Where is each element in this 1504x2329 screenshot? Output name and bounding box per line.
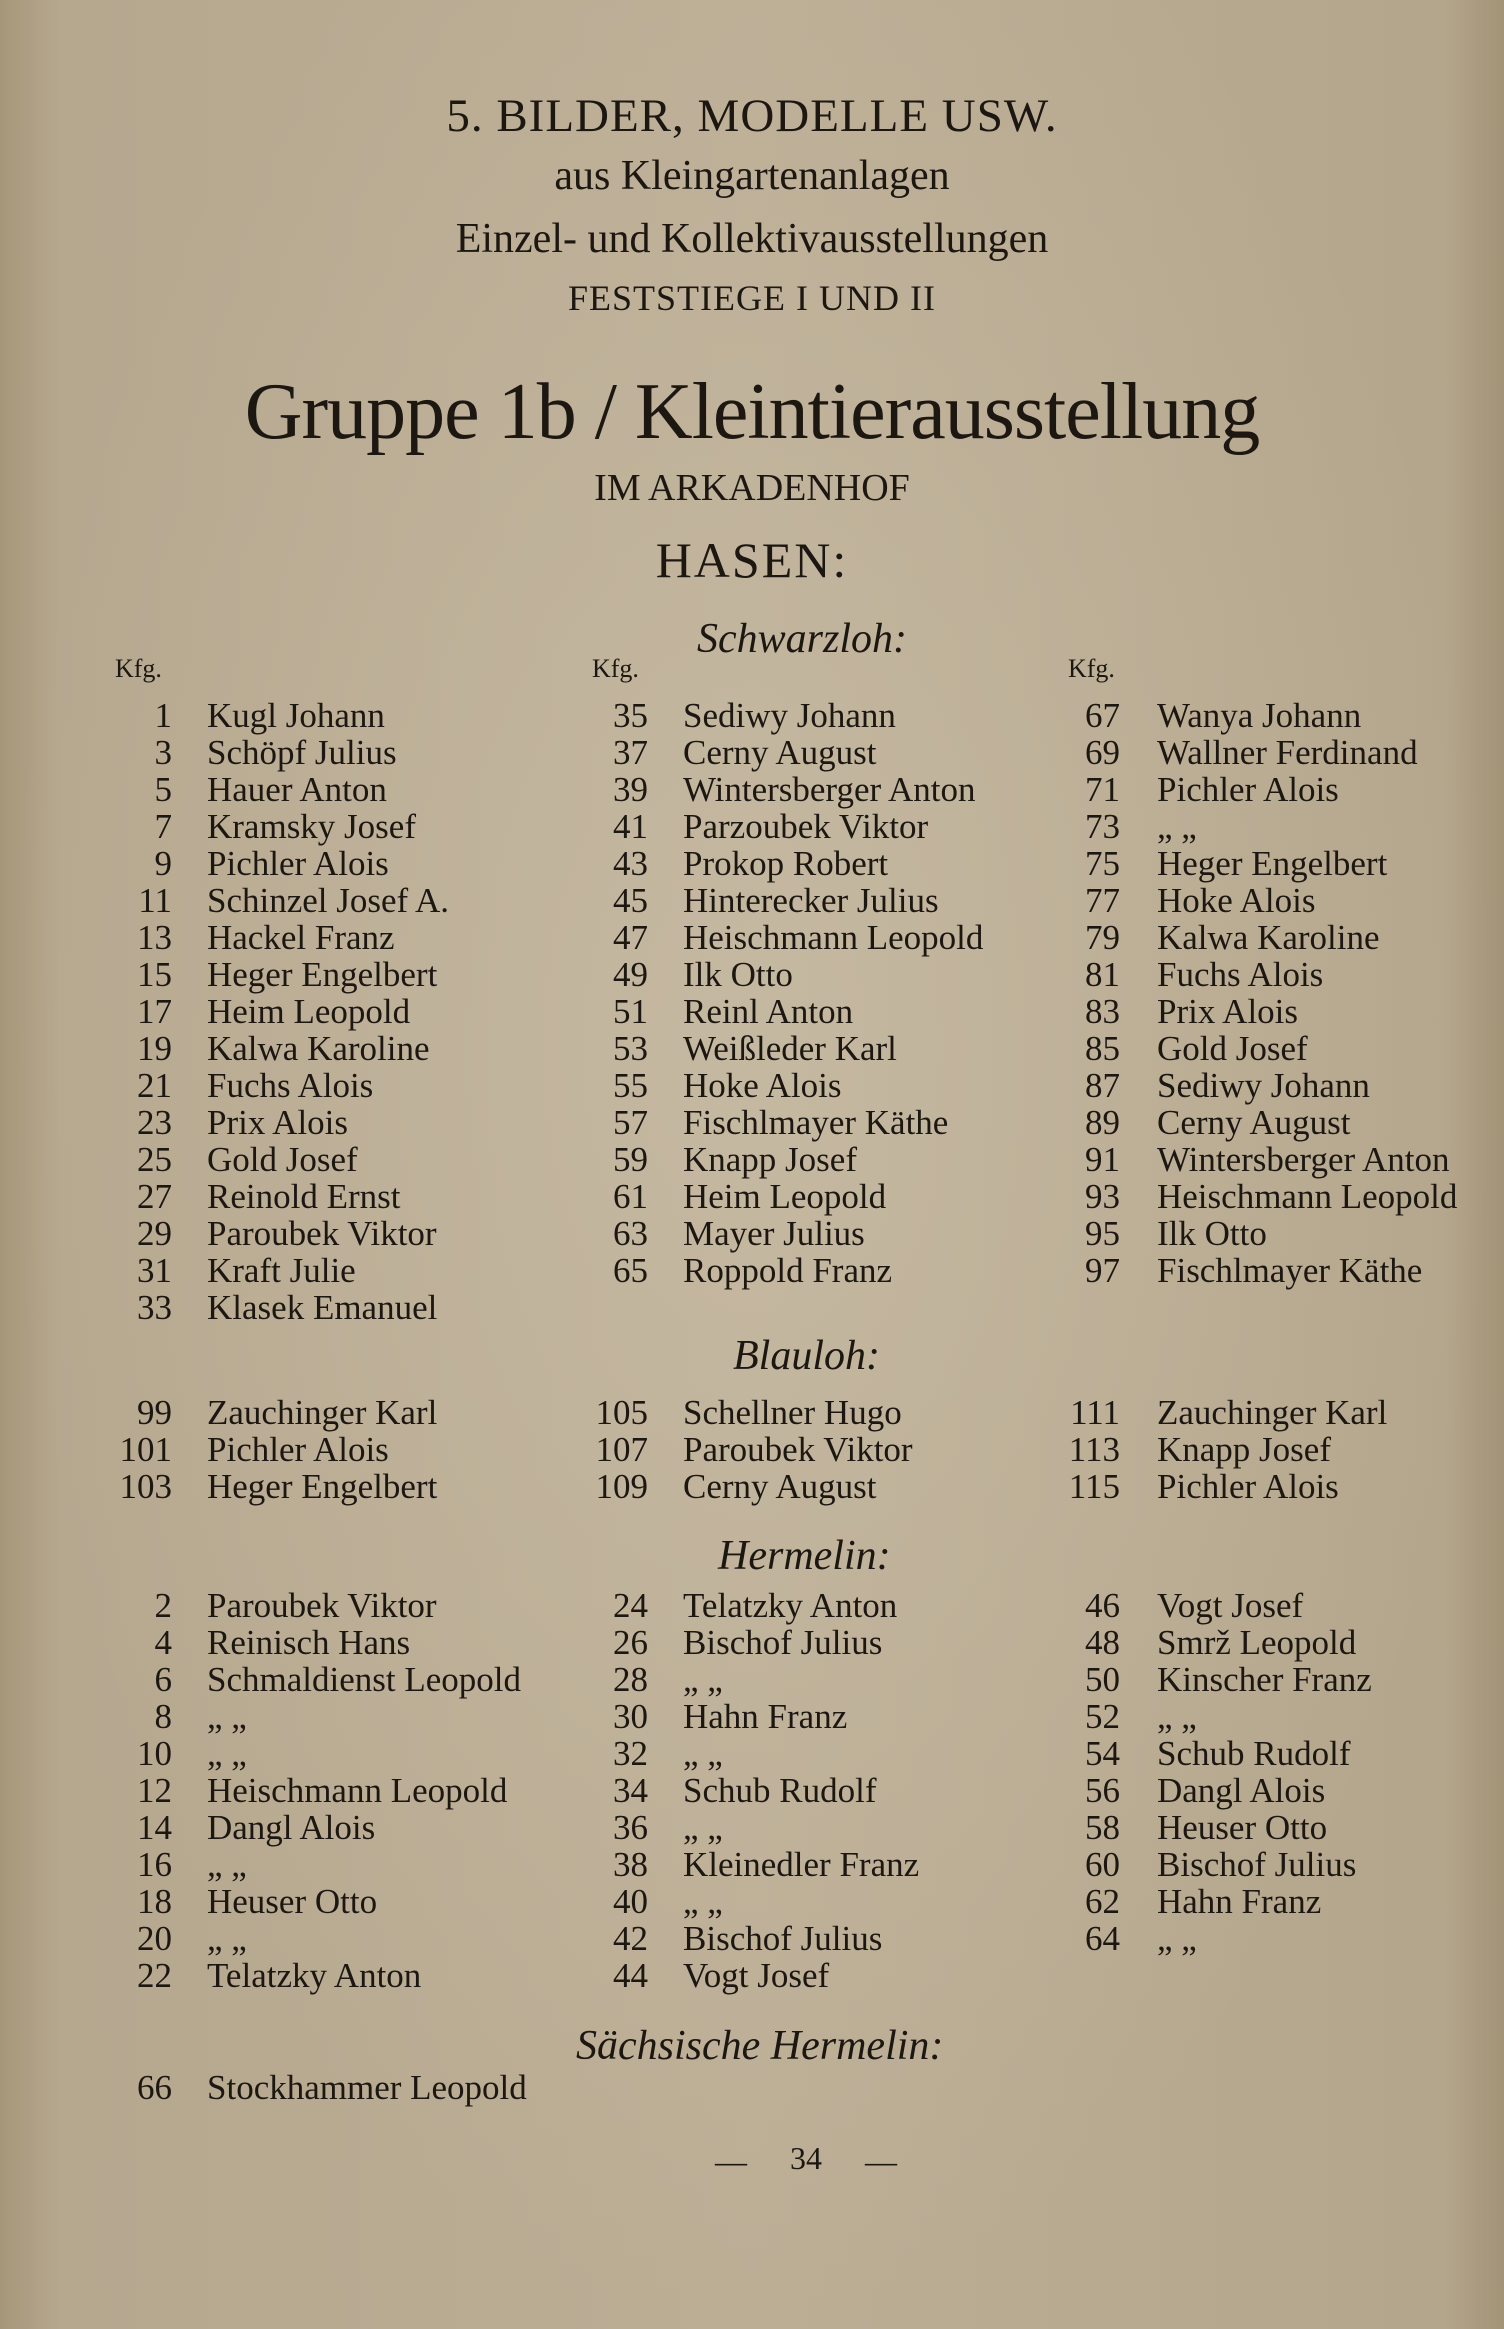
exhibitor-name: Hinterecker Julius (683, 881, 939, 920)
exhibitor-name: „ „ (207, 1697, 247, 1736)
exhibitor-name: Bischof Julius (1157, 1845, 1357, 1884)
exhibitor-name: „ „ (683, 1660, 723, 1699)
entry-number: 66 (137, 2068, 172, 2107)
exhibitor-name: Hauer Anton (207, 770, 387, 809)
exhibitor-name: Weißleder Karl (683, 1029, 897, 1068)
exhibitor-name: Hoke Alois (1157, 881, 1316, 920)
entry-number: 111 (1070, 1393, 1120, 1432)
exhibitor-name: Schmaldienst Leopold (207, 1660, 521, 1699)
entry-number: 30 (613, 1697, 648, 1736)
exhibitor-name: Prokop Robert (683, 844, 889, 883)
entry-number: 8 (154, 1697, 172, 1736)
entry-number: 85 (1085, 1029, 1120, 1068)
entry-number: 83 (1085, 992, 1120, 1031)
exhibitor-name: Dangl Alois (207, 1808, 376, 1847)
entry-number: 25 (137, 1140, 172, 1179)
exhibitor-name: Kramsky Josef (207, 807, 416, 846)
entry-number: 32 (613, 1734, 648, 1773)
exhibitor-name: Kalwa Karoline (1157, 918, 1380, 957)
entry-number: 27 (137, 1177, 172, 1216)
exhibitor-name: Paroubek Viktor (207, 1586, 437, 1625)
entry-number: 63 (613, 1214, 648, 1253)
exhibitor-name: Heger Engelbert (1157, 844, 1388, 883)
entry-number: 31 (137, 1251, 172, 1290)
kfg-label: Kfg. (592, 654, 639, 683)
entry-number: 12 (137, 1771, 172, 1810)
entry-number: 33 (137, 1288, 172, 1327)
exhibitor-name: Hahn Franz (683, 1697, 848, 1736)
entry-number: 39 (613, 770, 648, 809)
entry-number: 69 (1085, 733, 1120, 772)
exhibitor-name: Schinzel Josef A. (207, 881, 450, 920)
exhibitor-name: „ „ (683, 1808, 723, 1847)
subheading-kleingarten: aus Kleingartenanlagen (554, 153, 950, 199)
exhibitor-name: Kleinedler Franz (683, 1845, 920, 1884)
exhibitor-name: Hackel Franz (207, 918, 395, 957)
exhibitor-name: Zauchinger Karl (1157, 1393, 1388, 1432)
exhibitor-name: Hoke Alois (683, 1066, 842, 1105)
entry-number: 105 (595, 1393, 648, 1432)
entry-number: 95 (1085, 1214, 1120, 1253)
exhibitor-name: Knapp Josef (1157, 1430, 1331, 1469)
entry-number: 37 (613, 733, 648, 772)
entry-number: 50 (1085, 1660, 1120, 1699)
exhibitor-name: Schellner Hugo (683, 1393, 902, 1432)
entry-number: 49 (613, 955, 648, 994)
entry-number: 64 (1085, 1919, 1120, 1958)
entry-number: 29 (137, 1214, 172, 1253)
subheading-exhibitions: Einzel- und Kollektivausstellungen (455, 216, 1049, 262)
exhibitor-name: Gold Josef (207, 1140, 358, 1179)
entry-number: 55 (613, 1066, 648, 1105)
subsection-title: Blauloh: (733, 1333, 880, 1379)
entry-number: 91 (1085, 1140, 1120, 1179)
exhibitor-name: Gold Josef (1157, 1029, 1308, 1068)
entry-number: 58 (1085, 1808, 1120, 1847)
entry-number: 4 (154, 1623, 172, 1662)
exhibitor-name: Kalwa Karoline (207, 1029, 430, 1068)
entry-number: 17 (137, 992, 172, 1031)
exhibitor-name: „ „ (683, 1734, 723, 1773)
entry-number: 35 (613, 696, 648, 735)
kfg-label: Kfg. (115, 654, 162, 683)
subheading-stairs: FESTSTIEGE I UND II (568, 278, 936, 318)
exhibitor-name: Hahn Franz (1157, 1882, 1322, 1921)
exhibitor-name: Smrž Leopold (1157, 1623, 1357, 1662)
group-title: Gruppe 1b / Kleintierausstellung (244, 368, 1260, 456)
section-heading: 5. BILDER, MODELLE USW. (446, 90, 1058, 142)
entry-number: 79 (1085, 918, 1120, 957)
exhibitor-name: Klasek Emanuel (207, 1288, 438, 1327)
entry-number: 38 (613, 1845, 648, 1884)
entry-number: 45 (613, 881, 648, 920)
exhibitor-name: Dangl Alois (1157, 1771, 1326, 1810)
exhibitor-name: Cerny August (683, 733, 877, 772)
entry-number: 15 (137, 955, 172, 994)
exhibitor-name: Zauchinger Karl (207, 1393, 438, 1432)
entry-number: 13 (137, 918, 172, 957)
entry-number: 40 (613, 1882, 648, 1921)
exhibitor-name: Paroubek Viktor (683, 1430, 913, 1469)
exhibitor-name: Parzoubek Viktor (683, 807, 929, 846)
entry-number: 99 (137, 1393, 172, 1432)
entry-number: 51 (613, 992, 648, 1031)
entry-number: 103 (119, 1467, 172, 1506)
entry-number: 19 (137, 1029, 172, 1068)
exhibitor-name: Prix Alois (207, 1103, 349, 1142)
entry-number: 60 (1085, 1845, 1120, 1884)
exhibitor-name: „ „ (683, 1882, 723, 1921)
exhibitor-name: „ „ (1157, 1697, 1197, 1736)
entry-number: 113 (1068, 1430, 1120, 1469)
entry-number: 65 (613, 1251, 648, 1290)
entry-number: 41 (613, 807, 648, 846)
exhibitor-name: Heuser Otto (207, 1882, 378, 1921)
entry-number: 46 (1085, 1586, 1120, 1625)
entry-number: 28 (613, 1660, 648, 1699)
category-heading: HASEN: (655, 532, 849, 588)
exhibitor-name: Wanya Johann (1157, 696, 1362, 735)
exhibitor-name: Wallner Ferdinand (1157, 733, 1418, 772)
exhibitor-name: Vogt Josef (1157, 1586, 1304, 1625)
exhibitor-name: Cerny August (1157, 1103, 1351, 1142)
entry-number: 101 (119, 1430, 172, 1469)
entry-number: 10 (137, 1734, 172, 1773)
entry-number: 71 (1085, 770, 1120, 809)
entry-number: 97 (1085, 1251, 1120, 1290)
entry-number: 20 (137, 1919, 172, 1958)
subsection-title: Schwarzloh: (697, 616, 907, 662)
entry-number: 62 (1085, 1882, 1120, 1921)
entry-number: 48 (1085, 1623, 1120, 1662)
exhibitor-name: Fuchs Alois (207, 1066, 374, 1105)
entry-number: 2 (154, 1586, 172, 1625)
exhibitor-name: Reinold Ernst (207, 1177, 401, 1216)
exhibitor-name: Fischlmayer Käthe (1157, 1251, 1423, 1290)
exhibitor-name: Pichler Alois (1157, 770, 1339, 809)
exhibitor-name: Pichler Alois (207, 844, 389, 883)
entry-number: 26 (613, 1623, 648, 1662)
entry-number: 42 (613, 1919, 648, 1958)
exhibitor-name: Ilk Otto (1157, 1214, 1267, 1253)
exhibitor-name: Heim Leopold (683, 1177, 887, 1216)
entry-number: 21 (137, 1066, 172, 1105)
exhibitor-name: Sediwy Johann (1157, 1066, 1370, 1105)
kfg-label: Kfg. (1068, 654, 1115, 683)
entry-number: 107 (595, 1430, 648, 1469)
exhibitor-name: Pichler Alois (207, 1430, 389, 1469)
entry-number: 7 (154, 807, 172, 846)
exhibitor-name: Vogt Josef (683, 1956, 830, 1995)
entry-number: 89 (1085, 1103, 1120, 1142)
exhibitor-name: Kraft Julie (207, 1251, 356, 1290)
entry-number: 43 (613, 844, 648, 883)
entry-number: 54 (1085, 1734, 1120, 1773)
footer-dash-right: — (865, 2143, 897, 2179)
exhibitor-name: Prix Alois (1157, 992, 1299, 1031)
entry-number: 16 (137, 1845, 172, 1884)
exhibitor-name: Sediwy Johann (683, 696, 896, 735)
exhibitor-name: Heischmann Leopold (683, 918, 984, 957)
entry-number: 3 (154, 733, 172, 772)
entry-number: 73 (1085, 807, 1120, 846)
entry-number: 93 (1085, 1177, 1120, 1216)
exhibitor-name: Schub Rudolf (1157, 1734, 1351, 1773)
exhibitor-name: Pichler Alois (1157, 1467, 1339, 1506)
entry-number: 53 (613, 1029, 648, 1068)
entry-number: 52 (1085, 1697, 1120, 1736)
entry-number: 81 (1085, 955, 1120, 994)
location-label: IM ARKADENHOF (594, 467, 910, 509)
exhibitor-name: Bischof Julius (683, 1623, 883, 1662)
exhibitor-name: Stockhammer Leopold (207, 2068, 527, 2107)
exhibitor-name: Schub Rudolf (683, 1771, 877, 1810)
entry-number: 6 (154, 1660, 172, 1699)
entry-number: 115 (1068, 1467, 1120, 1506)
exhibitor-name: Reinisch Hans (207, 1623, 411, 1662)
entry-number: 61 (613, 1177, 648, 1216)
entry-number: 34 (613, 1771, 648, 1810)
entry-number: 1 (154, 696, 172, 735)
exhibitor-name: Fuchs Alois (1157, 955, 1324, 994)
exhibitor-name: Bischof Julius (683, 1919, 883, 1958)
exhibitor-name: Cerny August (683, 1467, 877, 1506)
entry-number: 14 (137, 1808, 172, 1847)
entry-number: 9 (154, 844, 172, 883)
entry-number: 18 (137, 1882, 172, 1921)
exhibitor-name: Paroubek Viktor (207, 1214, 437, 1253)
exhibitor-name: Heger Engelbert (207, 1467, 438, 1506)
entry-number: 47 (613, 918, 648, 957)
exhibitor-name: Schöpf Julius (207, 733, 397, 772)
entry-number: 36 (613, 1808, 648, 1847)
exhibitor-name: Kugl Johann (207, 696, 385, 735)
exhibitor-name: Heischmann Leopold (207, 1771, 508, 1810)
exhibitor-name: Mayer Julius (683, 1214, 865, 1253)
entry-number: 24 (613, 1586, 648, 1625)
entry-number: 5 (154, 770, 172, 809)
exhibitor-name: Telatzky Anton (207, 1956, 422, 1995)
exhibitor-name: Kinscher Franz (1157, 1660, 1372, 1699)
exhibitor-name: „ „ (207, 1734, 247, 1773)
entry-number: 87 (1085, 1066, 1120, 1105)
entry-number: 56 (1085, 1771, 1120, 1810)
entry-number: 44 (613, 1956, 648, 1995)
subsection-title: Hermelin: (718, 1533, 891, 1579)
exhibitor-name: Heischmann Leopold (1157, 1177, 1458, 1216)
entry-number: 67 (1085, 696, 1120, 735)
exhibitor-name: Roppold Franz (683, 1251, 893, 1290)
exhibitor-name: Telatzky Anton (683, 1586, 898, 1625)
entry-number: 22 (137, 1956, 172, 1995)
exhibitor-name: Heger Engelbert (207, 955, 438, 994)
exhibitor-name: Reinl Anton (683, 992, 854, 1031)
entry-number: 23 (137, 1103, 172, 1142)
exhibitor-name: Knapp Josef (683, 1140, 857, 1179)
footer-dash-left: — (715, 2143, 747, 2179)
exhibitor-name: „ „ (207, 1919, 247, 1958)
entry-number: 109 (595, 1467, 648, 1506)
exhibitor-name: Heim Leopold (207, 992, 411, 1031)
entry-number: 77 (1085, 881, 1120, 920)
entry-number: 57 (613, 1103, 648, 1142)
exhibitor-name: „ „ (1157, 807, 1197, 846)
entry-number: 11 (138, 881, 172, 920)
entry-number: 59 (613, 1140, 648, 1179)
exhibitor-name: „ „ (207, 1845, 247, 1884)
exhibitor-name: Ilk Otto (683, 955, 793, 994)
entry-number: 75 (1085, 844, 1120, 883)
exhibitor-name: Fischlmayer Käthe (683, 1103, 949, 1142)
exhibitor-name: „ „ (1157, 1919, 1197, 1958)
subsection-title: Sächsische Hermelin: (576, 2023, 944, 2069)
exhibitor-name: Wintersberger Anton (1157, 1140, 1450, 1179)
exhibitor-name: Heuser Otto (1157, 1808, 1328, 1847)
page-number: 34 (790, 2140, 822, 2176)
exhibitor-name: Wintersberger Anton (683, 770, 976, 809)
